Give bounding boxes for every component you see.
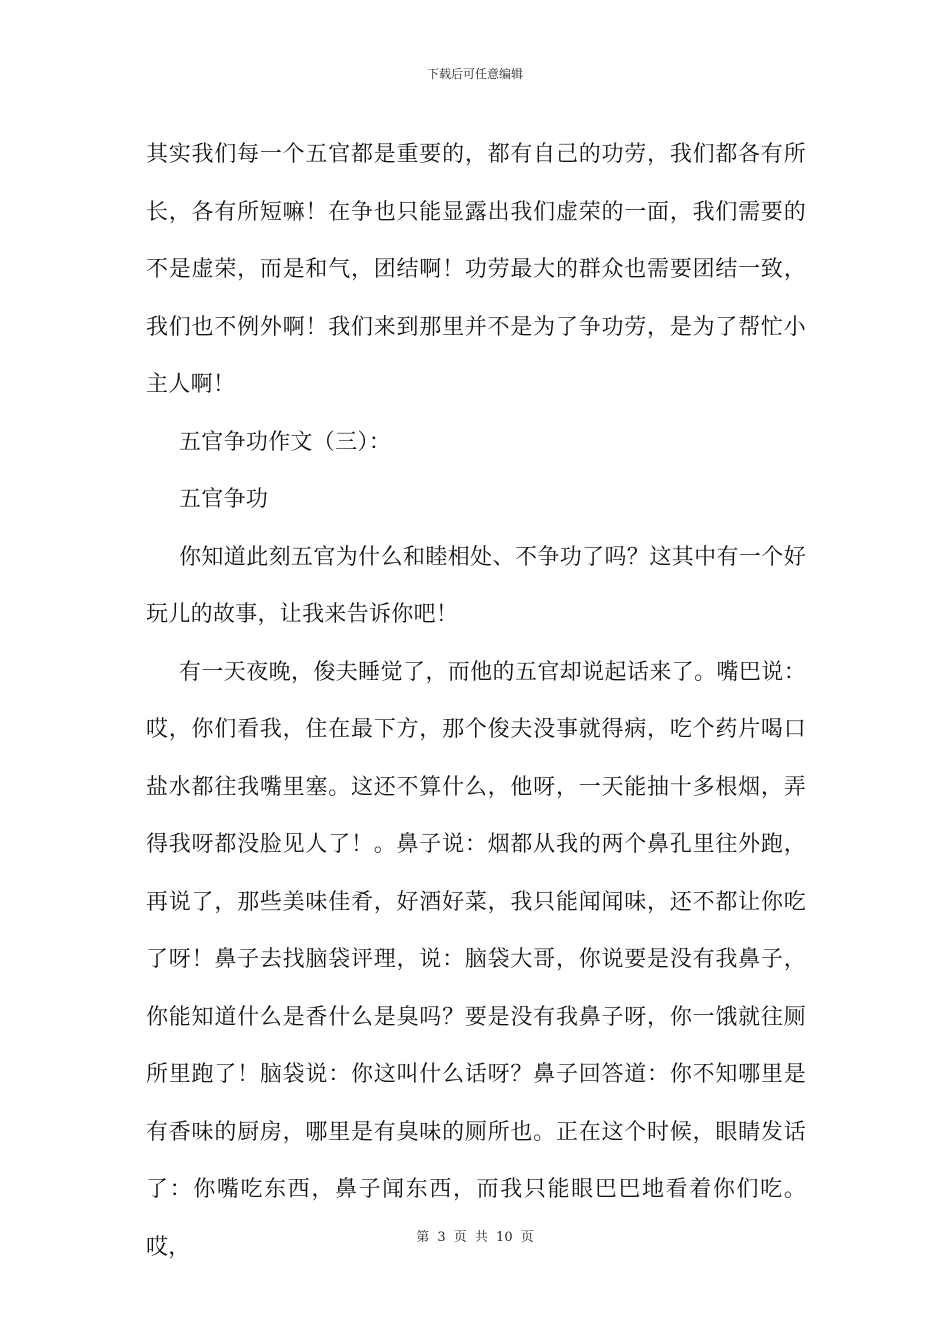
- essay-title: 五官争功: [179, 487, 269, 512]
- page-footer: 第 3 页 共 10 页: [416, 1230, 534, 1245]
- document-body: [146, 126, 806, 1276]
- paragraph-1: 其实我们每一个五官都是重要的，都有自己的功劳，我们都各有所长，各有所短嘛！在争也只能显露出我们虚荣的一面，我们需要的不是虚荣，而是和气，团结啊！功劳最大的群众也需要团结一致，我们也不例外啊！我们来到那里并不是为了争功劳，是为了帮忙小主人啊！: [146, 142, 806, 397]
- section-heading: 五官争功作文（三）：: [179, 429, 392, 455]
- paragraph-intro: 你知道此刻五官为什么和睦相处、不争功了吗？这其中有一个好玩儿的故事，让我来告诉你吧！: [146, 544, 806, 627]
- paragraph-story: 有一天夜晚，俊夫睡觉了，而他的五官却说起话来了。嘴巴说：哎，你们看我，住在最下方，那个俊夫没事就得病，吃个药片喝口盐水都往我嘴里塞。这还不算什么，他呀，一天能抽十多根烟，弄得我呀都没脸见人了！。鼻子说：烟都从我的两个鼻孔里往外跑，再说了，那些美味佳肴，好酒好菜，我只能闻闻味，还不都让你吃了呀！鼻子去找脑袋评理，说：脑袋大哥，你说要是没有我鼻子，你能知道什么是香什么是臭吗？要是没有我鼻子呀，你一饿就往厕所里跑了！脑袋说：你这叫什么话呀？鼻子回答道：你不知哪里是有香味的厨房，哪里是有臭味的厕所也。正在这个时候，眼睛发话了：你嘴吃东西，鼻子闻东西，而我只能眼巴巴地看着你们吃。哎，: [146, 659, 806, 1260]
- page-header: 下载后可任意编辑: [426, 67, 523, 81]
